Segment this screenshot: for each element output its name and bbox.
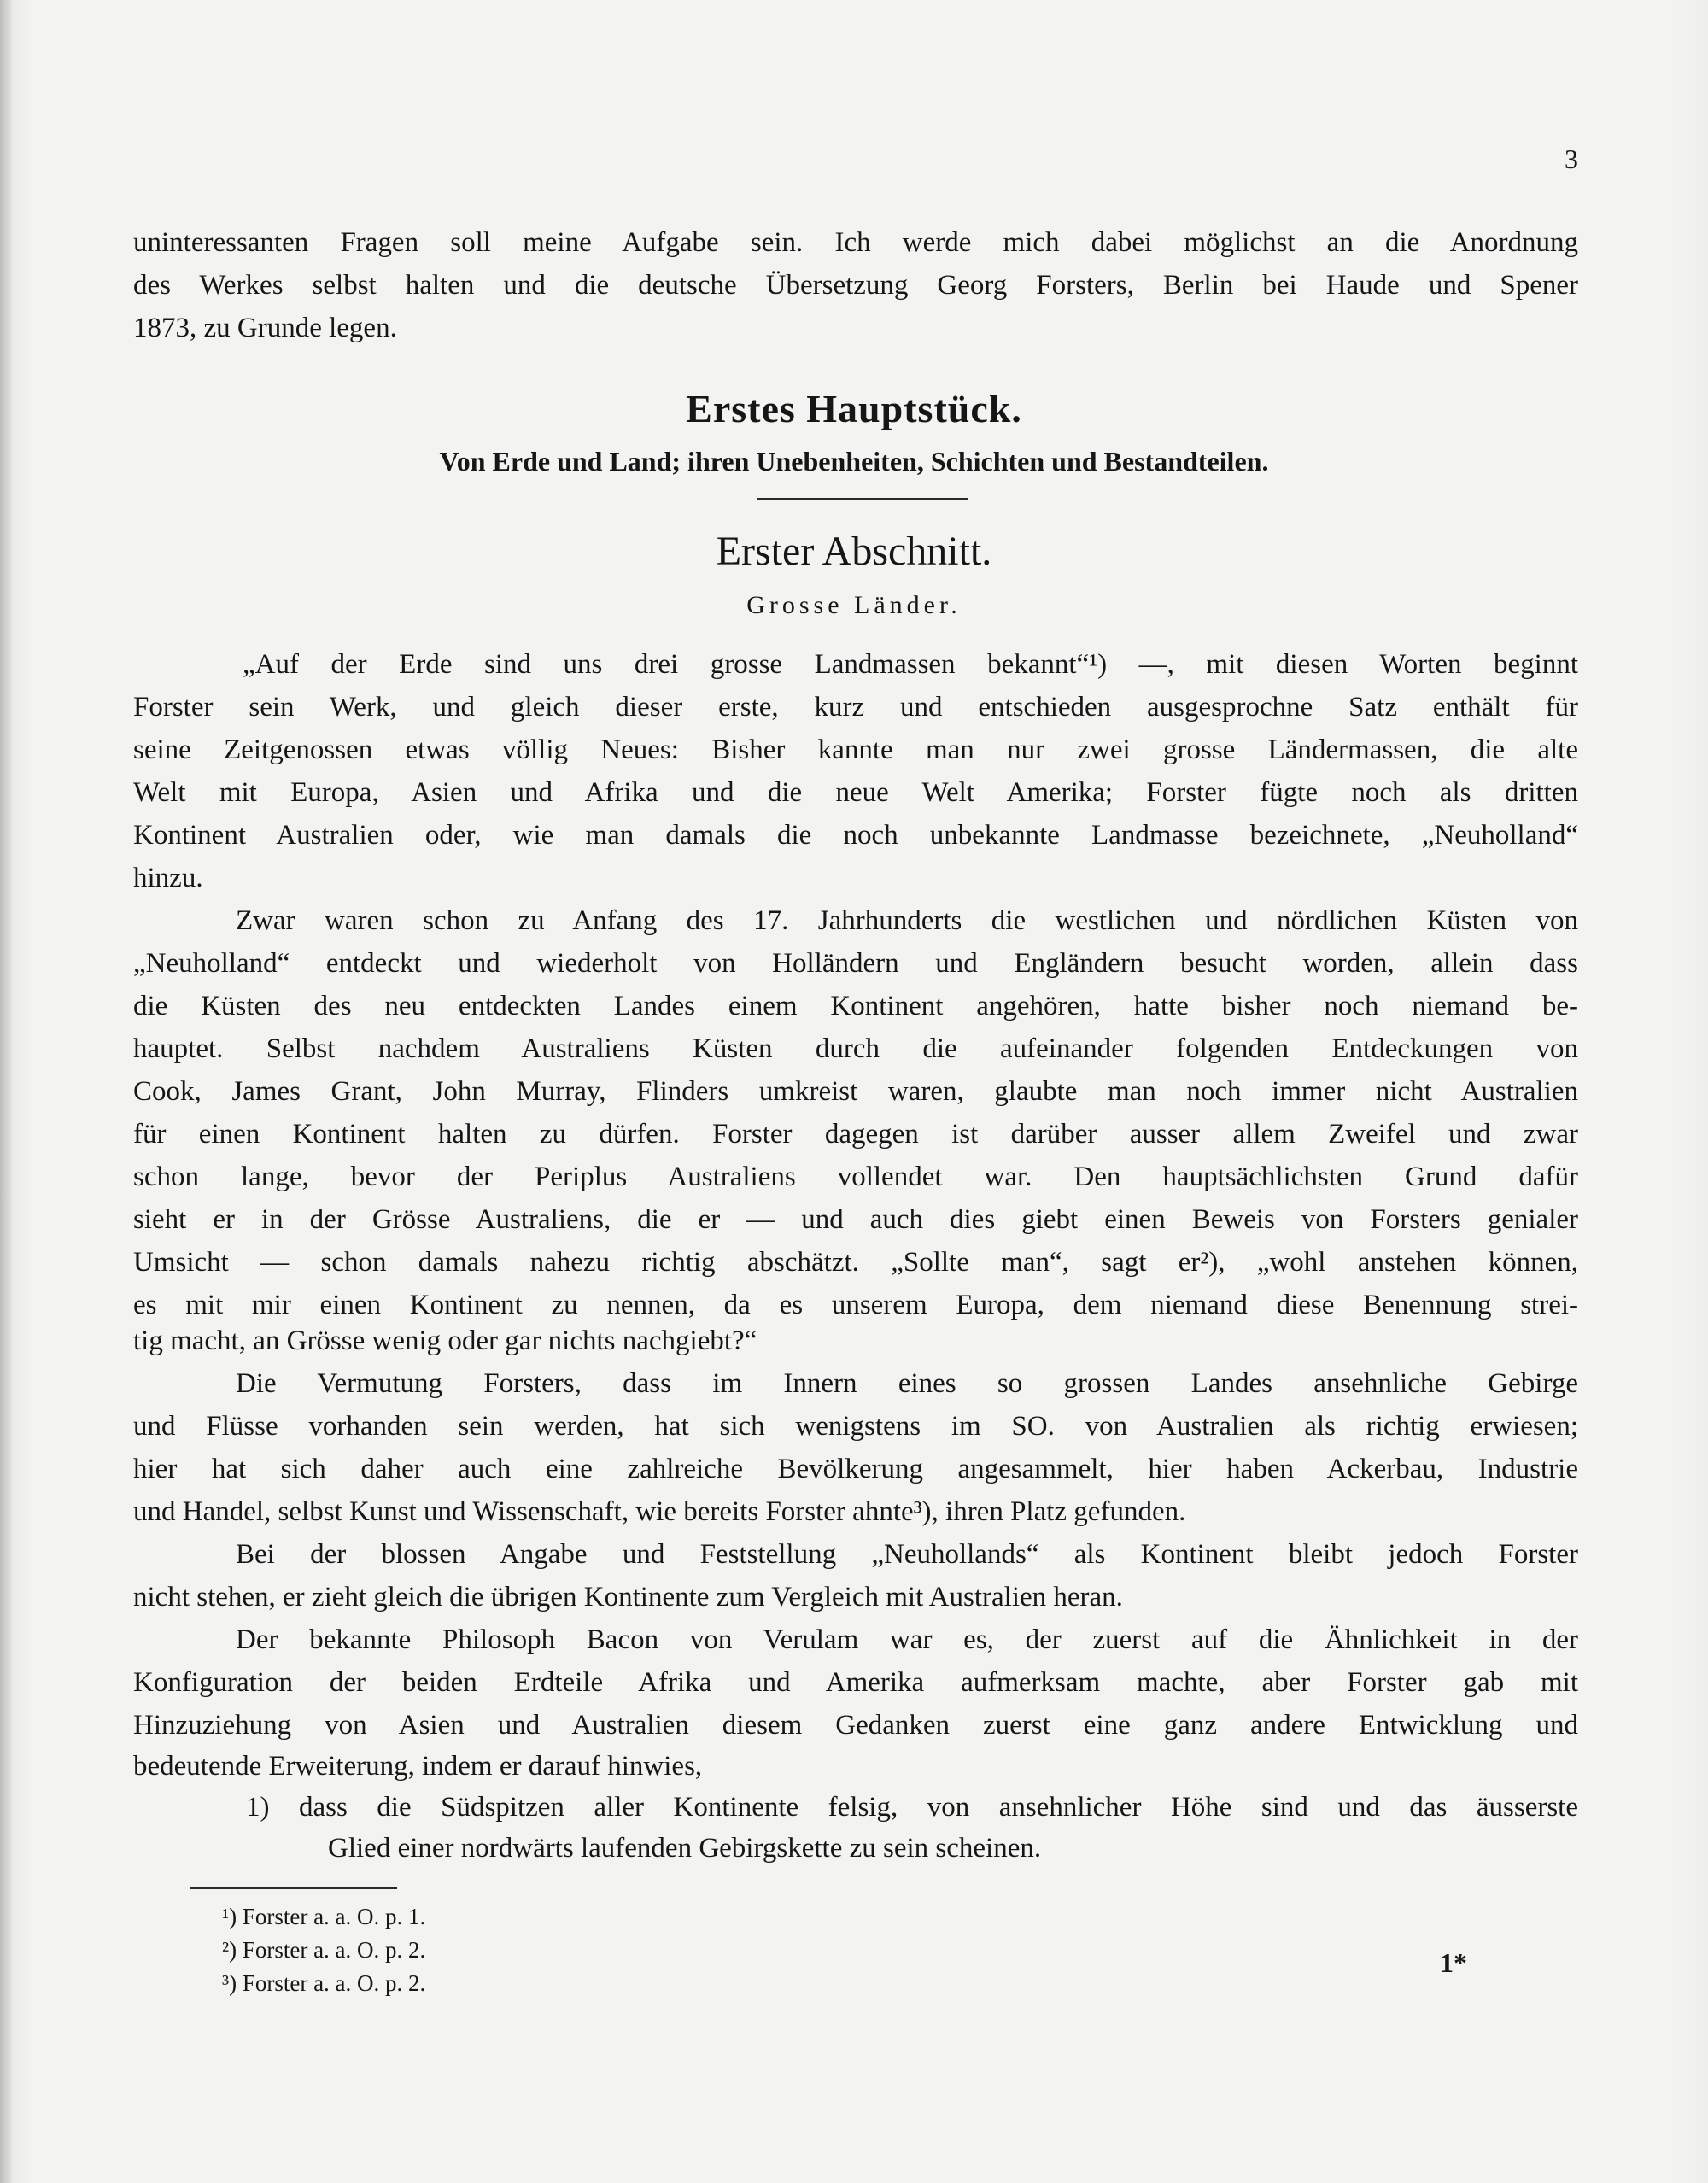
body-line: Die Vermutung Forsters, dass im Innern eines so grossen Landes ansehnliche Gebirge [236, 1368, 1578, 1399]
body-line: schon lange, bevor der Periplus Australiens vollendet war. Den hauptsächlichsten Grund dafür [133, 1162, 1578, 1192]
body-line: Umsicht — schon damals nahezu richtig abschätzt. „Sollte man“, sagt er²), „wohl anstehen können, [133, 1247, 1578, 1278]
intro-line: uninteressanten Fragen soll meine Aufgabe sein. Ich werde mich dabei möglichst an die Anordnung [133, 227, 1578, 258]
body-line: Welt mit Europa, Asien und Afrika und die neue Welt Amerika; Forster fügte noch als dritten [133, 777, 1578, 808]
body-line: tig macht, an Grösse wenig oder gar nichts nachgiebt?“ [133, 1326, 757, 1356]
body-line: für einen Kontinent halten zu dürfen. Forster dagegen ist darüber ausser allem Zweifel und zwar [133, 1119, 1578, 1150]
body-line: sieht er in der Grösse Australiens, die er — und auch dies giebt einen Beweis von Forsters genialer [133, 1204, 1578, 1235]
footnote-rule [190, 1887, 397, 1889]
body-line: Zwar waren schon zu Anfang des 17. Jahrhunderts die westlichen und nördlichen Küsten von [236, 905, 1578, 936]
body-line: es mit mir einen Kontinent zu nennen, da es unserem Europa, dem niemand diese Benennung strei- [133, 1290, 1578, 1320]
chapter-subtitle: Von Erde und Land; ihren Unebenheiten, Schichten und Bestandteilen. [439, 446, 1269, 477]
body-line: seine Zeitgenossen etwas völlig Neues: Bisher kannte man nur zwei grosse Ländermassen, die alte [133, 734, 1578, 765]
body-line: Der bekannte Philosoph Bacon von Verulam war es, der zuerst auf die Ähnlichkeit in der [236, 1624, 1578, 1655]
footnote: ³) Forster a. a. O. p. 2. [222, 1970, 426, 1996]
body-line: Bei der blossen Angabe und Feststellung „Neuhollands“ als Kontinent bleibt jedoch Forster [236, 1539, 1578, 1570]
body-line: „Auf der Erde sind uns drei grosse Landmassen bekannt“¹) —, mit diesen Worten beginnt [243, 649, 1578, 680]
body-line: Hinzuziehung von Asien und Australien diesem Gedanken zuerst eine ganz andere Entwicklung und [133, 1710, 1578, 1741]
body-line: hinzu. [133, 863, 203, 893]
body-line: „Neuholland“ entdeckt und wiederholt von Holländern und Engländern besucht worden, allein dass [133, 948, 1578, 979]
body-line: Forster sein Werk, und gleich dieser erste, kurz und entschieden ausgesprochne Satz enthält für [133, 692, 1578, 723]
page-number: 3 [1565, 143, 1578, 174]
body-line: die Küsten des neu entdeckten Landes einem Kontinent angehören, hatte bisher noch niemand be- [133, 991, 1578, 1021]
body-line: und Handel, selbst Kunst und Wissenschaft, wie bereits Forster ahnte³), ihren Platz gefunden. [133, 1496, 1186, 1527]
body-line: Kontinent Australien oder, wie man damals die noch unbekannte Landmasse bezeichnete, „Neuholland“ [133, 820, 1578, 851]
intro-line: 1873, zu Grunde legen. [133, 313, 397, 343]
body-line: bedeutende Erweiterung, indem er darauf hinwies, [133, 1751, 703, 1782]
body-line: nicht stehen, er zieht gleich die übrigen Kontinente zum Vergleich mit Australien heran. [133, 1582, 1123, 1612]
title-rule [757, 498, 968, 500]
footnote: ²) Forster a. a. O. p. 2. [222, 1937, 426, 1963]
body-line: Konfiguration der beiden Erdteile Afrika und Amerika aufmerksam machte, aber Forster gab mit [133, 1667, 1578, 1698]
section-subtitle: Grosse Länder. [746, 591, 962, 619]
binding-edge [0, 0, 12, 2183]
body-line: hier hat sich daher auch eine zahlreiche Bevölkerung angesammelt, hier haben Ackerbau, Industrie [133, 1454, 1578, 1484]
section-title: Erster Abschnitt. [716, 529, 992, 574]
list-item: 1) dass die Südspitzen aller Kontinente felsig, von ansehnlicher Höhe sind und das äusserste [246, 1792, 1578, 1823]
signature-mark: 1* [1440, 1947, 1467, 1978]
intro-line: des Werkes selbst halten und die deutsche Übersetzung Georg Forsters, Berlin bei Haude und Spener [133, 270, 1578, 301]
body-line: Cook, James Grant, John Murray, Flinders umkreist waren, glaubte man noch immer nicht Australien [133, 1076, 1578, 1107]
chapter-title: Erstes Hauptstück. [686, 387, 1022, 430]
body-line: hauptet. Selbst nachdem Australiens Küsten durch die aufeinander folgenden Entdeckungen von [133, 1033, 1578, 1064]
list-item: Glied einer nordwärts laufenden Gebirgskette zu sein scheinen. [328, 1833, 1042, 1864]
body-line: und Flüsse vorhanden sein werden, hat sich wenigstens im SO. von Australien als richtig erwiesen; [133, 1411, 1578, 1442]
footnote: ¹) Forster a. a. O. p. 1. [222, 1904, 426, 1929]
